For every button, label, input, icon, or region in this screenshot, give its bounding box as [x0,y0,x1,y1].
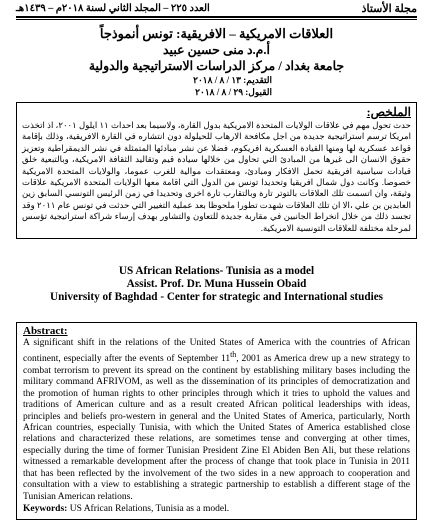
header-rule [16,16,417,18]
keywords-label: Keywords: [23,503,68,514]
abstract-part-2: , 2001 as America drew up a new strategy to combat terrorism to prevent its spread on the continent by establishing military bases including the military command AFRIVOM, as well as the dissemination of its principles of democratization and the promotion of human rights to other principles through which it tries to uphold the values and traditions of American culture and as a result created African political leaderships with ideas, principles and beliefs pro-western in general and the United States of America, particularly, North African countries, especially Tunisia, with which the United States of America established close relations and characterized these relations, are sometimes tense and converging at other times, especially during the time of former Tunisian President Zine El Abiden Ben Ali, but these relations witnessed a remarkable development after the process of change that took place in Tunisia in 2011 that has been reflected by the involvement of the two sides in a new approach to cooperation and consultation with a view to establishing a strategic partnership to establish a different stage of the Tunisian American relations. [23,354,410,502]
keywords-text: US African Relations, Tunisia as a model. [69,503,230,514]
keywords-line [23,503,410,515]
journal-name: مجلة الأستاذ [361,3,417,15]
arabic-abstract-box [16,102,417,239]
english-abstract-box [16,322,417,520]
english-author: Assist. Prof. Dr. Muna Hussein Obaid [126,278,307,291]
submitted-date: ١٣ / ٨ / ٢٠١٨ [193,75,242,85]
english-abstract-heading: Abstract: [23,325,68,338]
arabic-affiliation: جامعة بغداد / مركز الدراسات الاستراتيجية والدولية [88,59,345,73]
abstract-part-1: A significant shift in the relations of the United States of America with the countries of African continent, especially after the events of September 11 [23,338,410,365]
submitted-label: التقديم: [243,75,272,85]
english-affiliation: University of Baghdad - Center for strategic and International studies [49,291,384,304]
arabic-abstract-heading: الملخص: [366,105,411,119]
issue-info: العدد ٢٢٥ – المجلد الثاني لسنة ٢٠١٨م – ١٤٣٩هـ [16,3,210,14]
accepted-date: ٢٩ / ٨ / ٢٠١٨ [195,87,244,97]
accepted-label: القبول: [245,87,272,97]
page-header [16,0,417,15]
english-title-block [16,265,417,304]
arabic-abstract-text: حدث تحول مهم في علاقات الولايات المتحدة الامريكية بدول القارة، ولاسيما بعد احداث ١١ ايلول ٢٠٠١، اذ اتخذت امريكا ترسم استراتيجية جديدة من اجل مكافحة الارهاب للحيلولة دون انتشاره في القارة الافريقية، وذلك بإقامة قواعد عسكرية لها ومنها القيادة العسكرية افريكوم، فضلا عن نشر مبادئها المتمثلة في نشر الديمقراطية وتعزيز حقوق الانسان الى غيرها من المبادئ التي تحاول من خلالها سيادة قيم وتقاليد الثقافة الامريكية، وبالتبعية خلق قيادات سياسية افريقية تحمل الافكار ومبادئ، ومعتقدات موالية للغرب عموما، والولايات المتحدة الامريكية خصوصا. وكانت دول شمال افريقيا وتحديدا تونس من الدول التي اقامة معها الولايات المتحدة الامريكية علاقات وثيقة، وان اتسمت تلك العلاقات بالتوتر تارة وبالتقارب تارة اخرى وتحديدا في زمن الرئيس التونسي السابق زين العابدين بن علي ،الا ان تلك العلاقات شهدت تطورا ملحوظا بعد عملية التغيير التي حدثت في تونس عام ٢٠١١ وقد تجسد ذلك من خلال انخراط الجانبين في مقاربة جديدة للتعاون والتشاور بهدف إرساء شراكة استراتيجية تؤسس لمرحلة مختلفة للعلاقات التونسية الامريكية. [22,120,411,233]
accepted-row [16,86,272,98]
arabic-author: أ.م.د منى حسين عبيد [162,43,271,57]
arabic-title-block [16,26,417,74]
submitted-row [16,74,272,86]
english-title: US African Relations- Tunisia as a model [118,265,315,278]
submission-dates [16,74,417,98]
header-rule-thin [16,19,417,20]
english-abstract-text [23,338,410,503]
abstract-superscript: th [230,350,237,360]
arabic-title: العلاقات الامريكية – الافريقية: تونس أنموذجاً [99,26,334,41]
